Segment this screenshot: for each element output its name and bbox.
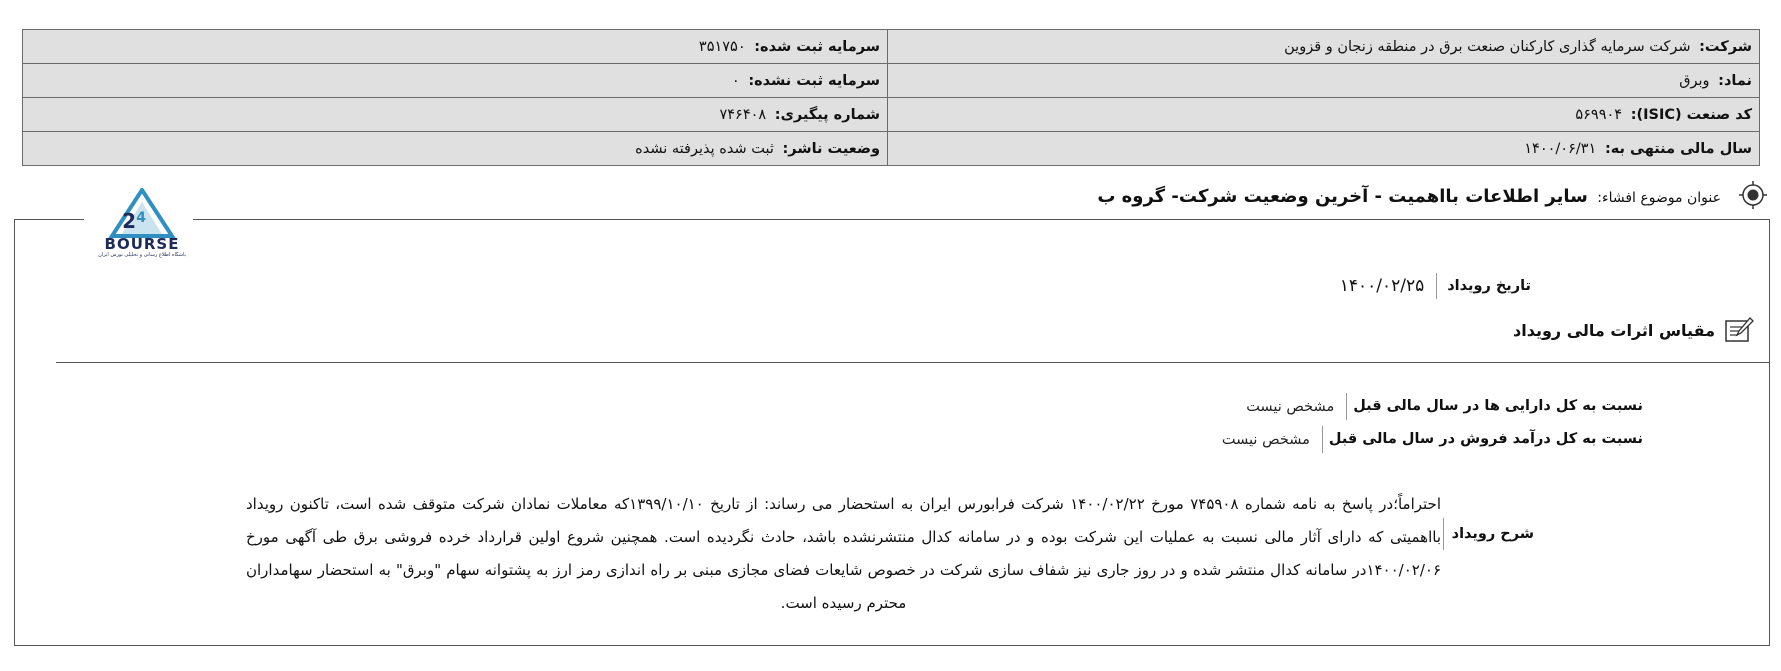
event-date-row xyxy=(1300,273,1531,299)
ratio-value: مشخص نیست xyxy=(1246,398,1335,415)
svg-text:2: 2 xyxy=(122,209,136,233)
unregistered-capital-cell xyxy=(23,64,888,98)
description-label: شرح رویداد xyxy=(1443,518,1534,550)
isic-value: ۵۶۹۹۰۴ xyxy=(1575,106,1623,123)
info-row xyxy=(23,64,1760,98)
logo-caption: BOURSE xyxy=(104,235,180,253)
edit-document-icon xyxy=(1723,315,1755,345)
subject-title: سایر اطلاعات بااهمیت - آخرین وضعیت شرکت- گروه ب xyxy=(1097,186,1588,207)
info-row xyxy=(23,30,1760,64)
tracking-value: ۷۴۶۴۰۸ xyxy=(719,106,767,123)
section-divider xyxy=(56,362,1770,363)
publisher-status-label: وضعیت ناشر: xyxy=(782,140,880,157)
event-date-label: تاریخ رویداد xyxy=(1436,273,1531,299)
company-cell xyxy=(888,30,1760,64)
symbol-cell xyxy=(888,64,1760,98)
info-row xyxy=(23,98,1760,132)
ratio-row xyxy=(1222,426,1643,453)
registered-capital-label: سرمایه ثبت شده: xyxy=(754,38,880,55)
bourse-logo-icon xyxy=(96,188,188,238)
symbol-label: نماد: xyxy=(1718,72,1752,89)
fiscal-year-label: سال مالی منتهی به: xyxy=(1604,140,1752,157)
ratio-label: نسبت به کل درآمد فروش در سال مالی قبل xyxy=(1322,426,1643,453)
ratio-row xyxy=(1246,393,1643,420)
logo-subtext: باشگاه اطلاع رسانی و تحلیلی بورس ایران xyxy=(98,252,186,258)
financial-impact-heading xyxy=(1513,314,1755,346)
financial-impact-title: مقیاس اثرات مالی رویداد xyxy=(1513,320,1715,340)
info-row xyxy=(23,132,1760,166)
registered-capital-value: ۳۵۱۷۵۰ xyxy=(698,38,746,55)
tracking-label: شماره پیگیری: xyxy=(774,106,880,123)
fiscal-year-value: ۱۴۰۰/۰۶/۳۱ xyxy=(1524,140,1597,157)
subject-label: عنوان موضوع افشاء: xyxy=(1597,190,1721,206)
unregistered-capital-value: ۰ xyxy=(731,72,740,89)
isic-label: کد صنعت (ISIC): xyxy=(1630,106,1752,123)
publisher-status-value: ثبت شده پذیرفته نشده xyxy=(635,140,774,157)
company-info-table xyxy=(22,29,1760,166)
symbol-value: وبرق xyxy=(1679,72,1710,89)
publisher-status-cell xyxy=(23,132,888,166)
ratio-label: نسبت به کل دارایی ها در سال مالی قبل xyxy=(1346,393,1643,420)
company-label: شرکت: xyxy=(1699,38,1752,55)
subject-heading xyxy=(1097,186,1721,207)
unregistered-capital-label: سرمایه ثبت نشده: xyxy=(748,72,880,89)
svg-text:4: 4 xyxy=(136,210,146,226)
fiscal-year-cell xyxy=(888,132,1760,166)
description-text: احتراماً؛در پاسخ به نامه شماره ۷۴۵۹۰۸ مورخ ۱۴۰۰/۰۲/۲۲ شرکت فرابورس ایران به استحضار می رساند: از تاریخ ۱۳۹۹/۱۰/۱۰که معاملات نمادان شرکت متوقف شده است، تاکنون رویداد بااهمیتی که دارای آثار مالی نسبت به عملیات این شرکت بوده و در سامانه کدال منتشرنشده باشد، حادث نگردیده است. همچنین شروع اولین قرارداد خرده فروشی برق طی آگهی مورخ ۱۴۰۰/۰۲/۰۶در سامانه کدال منتشر شده و در روز جاری نیز شفاف سازی شرکت در خصوص شایعات فضای مجازی مبنی بر راه اندازی رمز ارز به پشتوانه سهام "وبرق" به استحضار سهامداران محترم رسیده است. xyxy=(246,495,1441,612)
target-icon xyxy=(1739,181,1767,209)
isic-cell xyxy=(888,98,1760,132)
subject-row xyxy=(0,180,1781,210)
registered-capital-cell xyxy=(23,30,888,64)
event-date-value: ۱۴۰۰/۰۲/۲۵ xyxy=(1339,276,1425,296)
company-value: شرکت سرمایه گذاری کارکنان صنعت برق در منطقه زنجان و قزوین xyxy=(1284,38,1691,55)
tracking-cell xyxy=(23,98,888,132)
bourse-logo xyxy=(96,188,188,260)
ratio-value: مشخص نیست xyxy=(1221,431,1310,448)
